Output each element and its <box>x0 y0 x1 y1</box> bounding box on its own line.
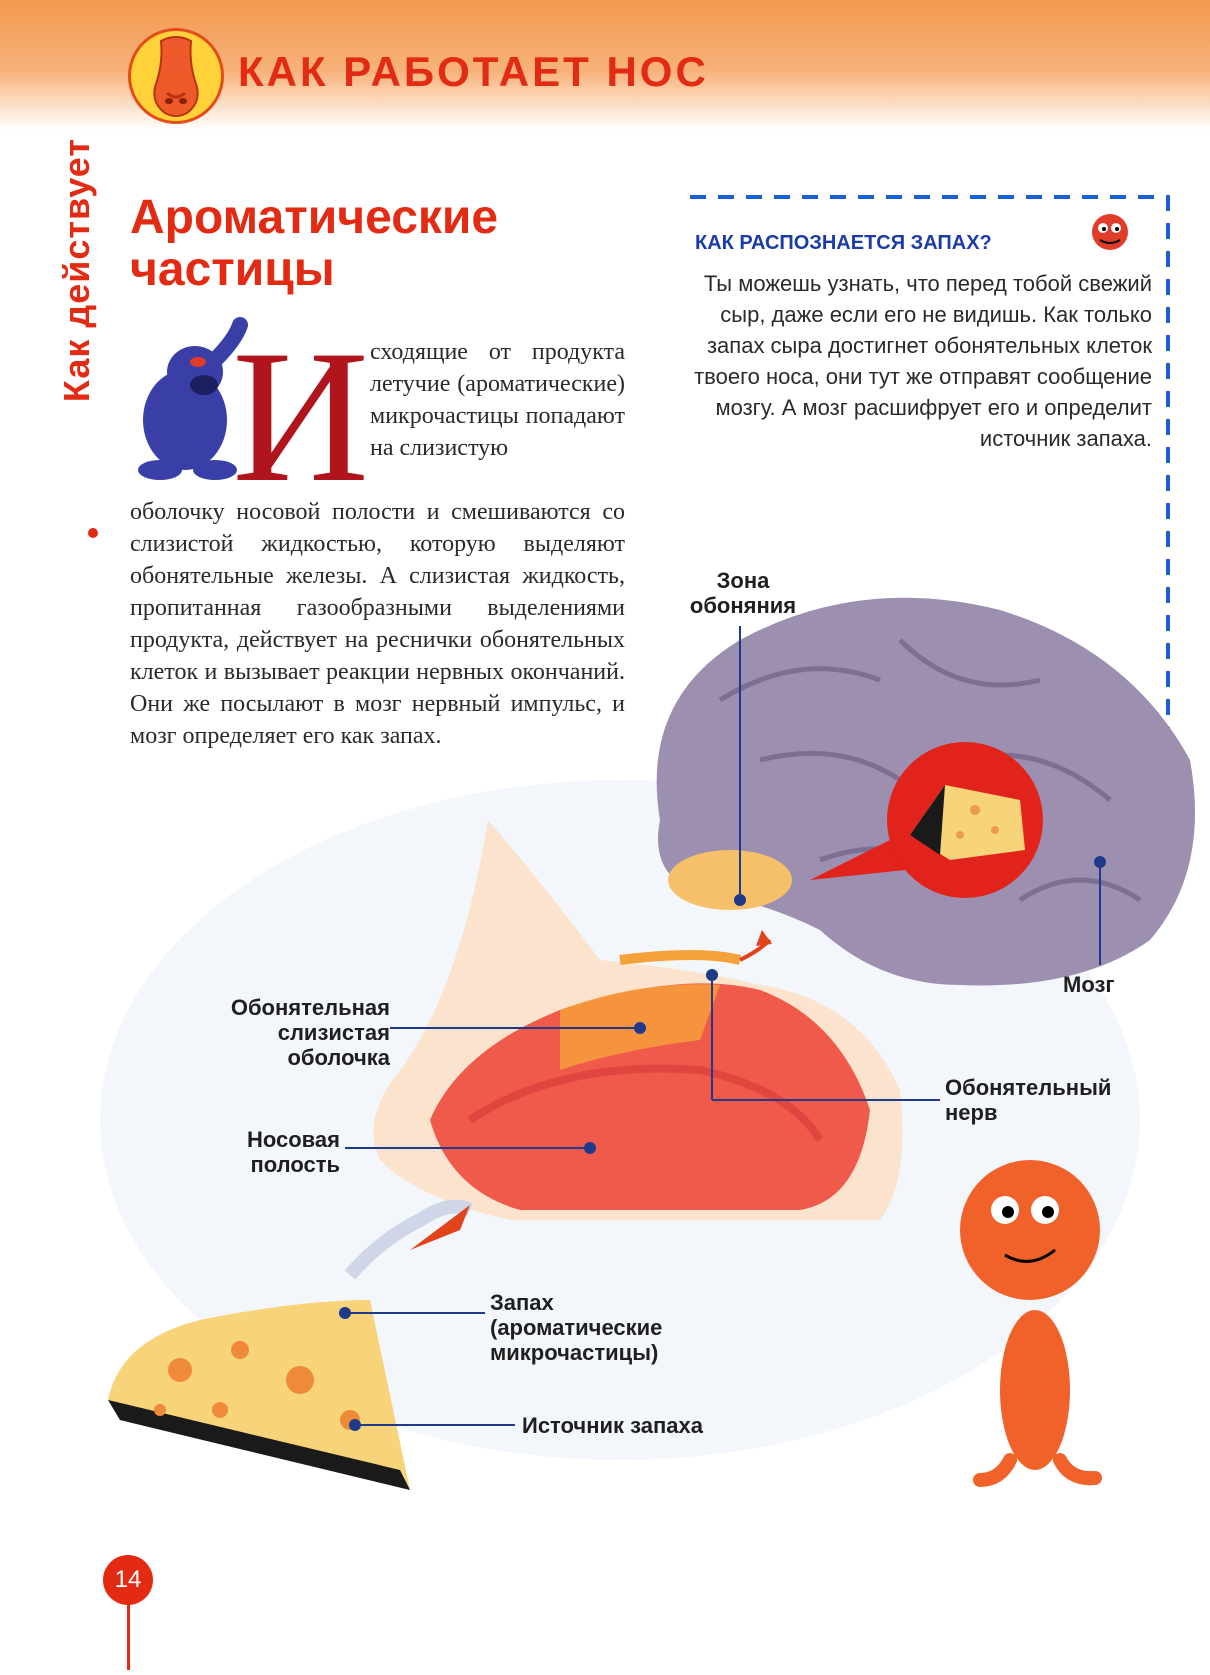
label-brain: Мозг <box>1063 972 1115 997</box>
page-number: 14 <box>103 1555 153 1605</box>
sidebar-title: КАК РАСПОЗНАЕТСЯ ЗАПАХ? <box>695 232 992 254</box>
article-title: Ароматические частицы <box>130 191 499 296</box>
page-rule <box>127 1600 130 1670</box>
label-smell-source: Источник запаха <box>522 1413 704 1438</box>
article-paragraph-first: сходящие от продукта летучие (ароматические) микрочастицы попадают на слизистую <box>370 339 625 461</box>
sidebar-text: Ты можешь узнать, что перед тобой свежий сыр, даже если его не видишь. Как только запах сыра достигнет обонятельных клеток твоего носа, они тут же отправят сообщение мозгу. А мозг расшифрует его и определит источник запаха. <box>694 271 1152 451</box>
dropcap-letter: И <box>232 312 370 522</box>
sidebar-mascot-icon <box>1092 214 1128 250</box>
label-olfactory-nerve: Обонятельный нерв <box>945 1075 1112 1125</box>
label-smell: Запах (ароматические микрочастицы) <box>490 1290 663 1365</box>
page-heading: КАК РАБОТАЕТ НОС <box>238 48 709 95</box>
gorilla-mascot-illustration <box>138 325 240 480</box>
label-olfactory-mucosa: Обонятельная слизистая оболочка <box>230 995 390 1070</box>
side-label: Как действует <box>56 138 97 403</box>
label-nasal-cavity: Носовая полость <box>246 1127 340 1177</box>
article-paragraph-rest: оболочку носовой полости и смешиваются со слизистой жидкостью, которую выделяют обонятельные железы. А слизистая жидкость, пропитанная газообразными выделениями продукта, действует на реснички обонятельных клеток и вызывает реакции нервных окончаний. Они же посылают в мозг нервный импульс, и мозг определяет его как запах. <box>130 499 625 749</box>
label-smell-zone: Зона обоняния <box>689 568 797 618</box>
cheese-illustration <box>108 1300 410 1490</box>
